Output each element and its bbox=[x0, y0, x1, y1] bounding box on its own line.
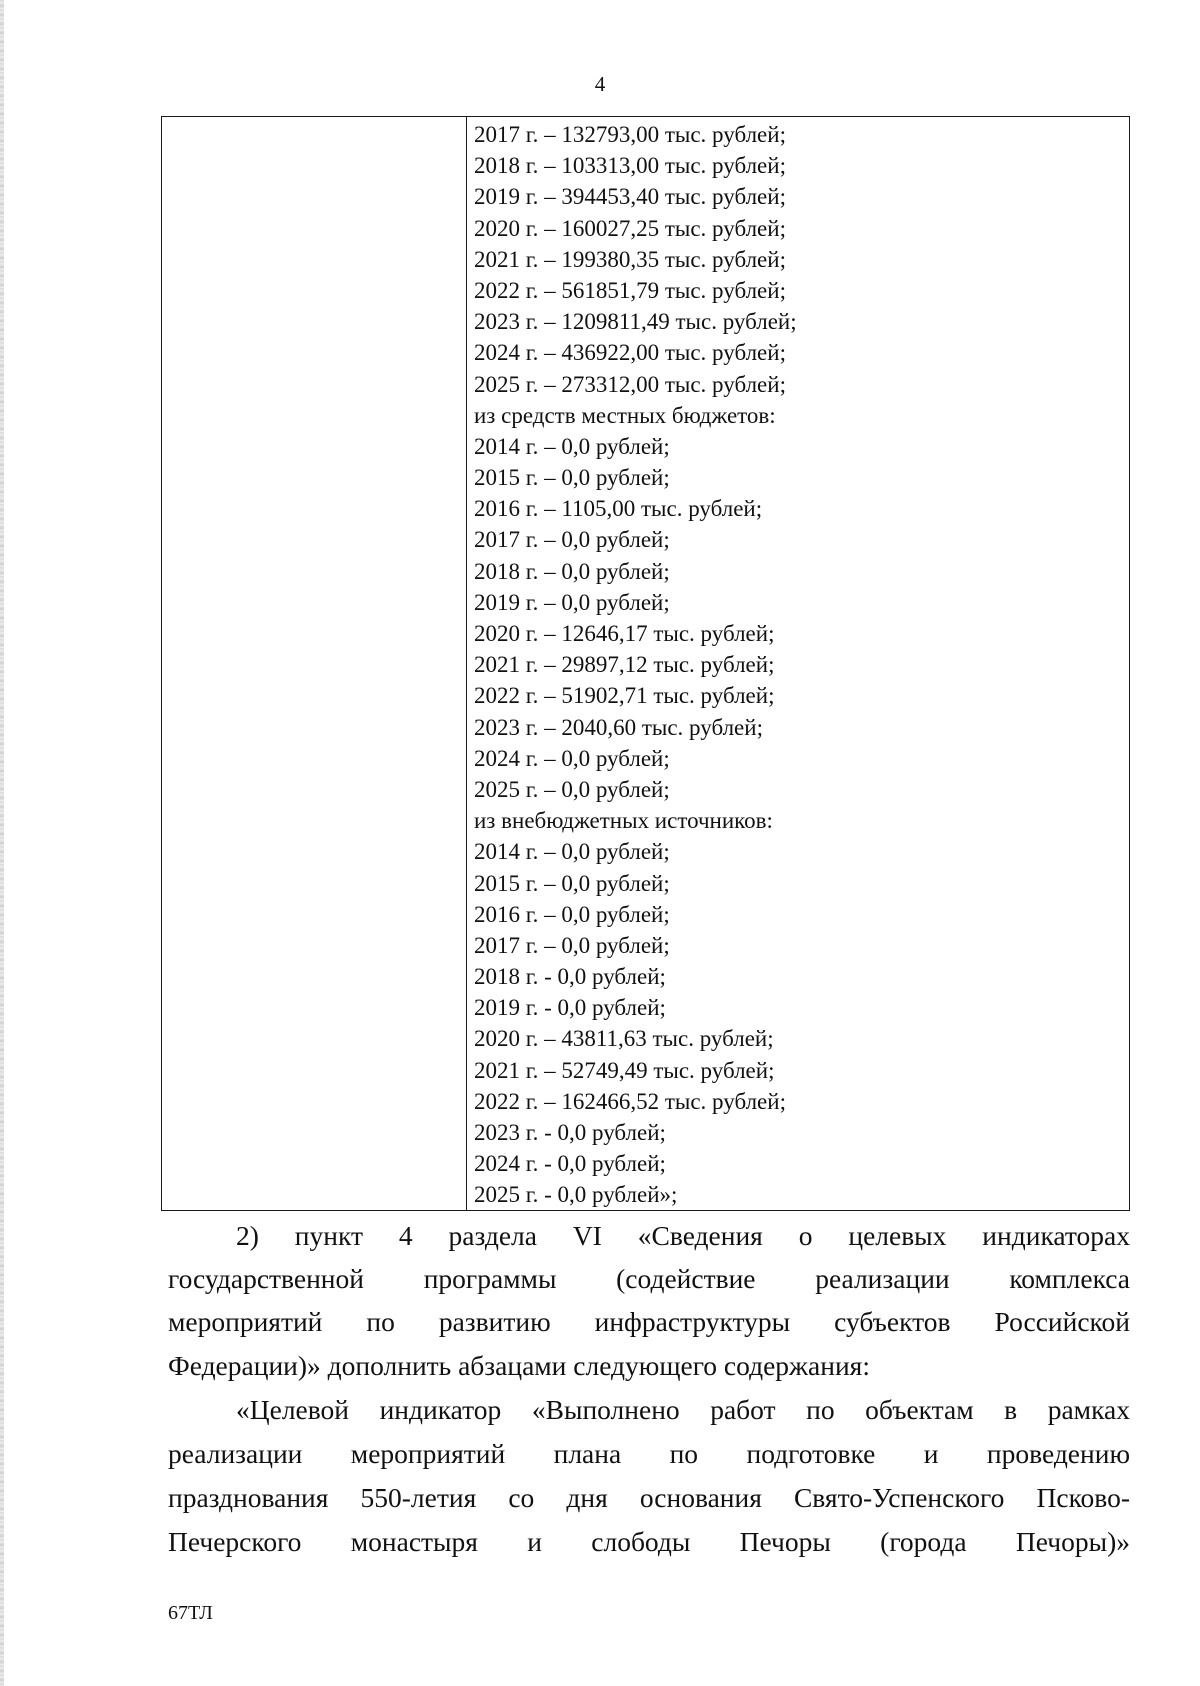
table-line: 2023 г. - 0,0 рублей; bbox=[474, 1120, 666, 1145]
page-number: 4 bbox=[594, 72, 606, 96]
table-line: 2016 г. – 0,0 рублей; bbox=[474, 901, 670, 927]
table-line: 2018 г. - 0,0 рублей; bbox=[474, 964, 666, 990]
table-line: 2015 г. – 0,0 рублей; bbox=[474, 870, 670, 896]
table-right-cell bbox=[474, 119, 1124, 1211]
paragraph-line: празднования 550-летия со дня основания Свято-Успенского Псково- bbox=[168, 1482, 1130, 1513]
paragraph-line: 2) пункт 4 раздела VI «Сведения о целевых индикаторах bbox=[236, 1220, 1130, 1251]
table-line: 2020 г. – 160027,25 тыс. рублей; bbox=[474, 215, 786, 241]
funding-table bbox=[161, 116, 1130, 1211]
table-line: 2022 г. – 561851,79 тыс. рублей; bbox=[474, 277, 786, 303]
table-line: 2016 г. – 1105,00 тыс. рублей; bbox=[474, 496, 763, 522]
table-line: 2018 г. – 0,0 рублей; bbox=[474, 558, 670, 584]
table-section-heading: из средств местных бюджетов: bbox=[474, 402, 776, 428]
table-line: 2023 г. – 2040,60 тыс. рублей; bbox=[474, 714, 763, 740]
table-line: 2015 г. – 0,0 рублей; bbox=[474, 465, 670, 491]
table-line: 2021 г. – 199380,35 тыс. рублей; bbox=[474, 246, 786, 272]
table-line: 2019 г. – 0,0 рублей; bbox=[474, 589, 670, 615]
table-line: 2025 г. – 273312,00 тыс. рублей; bbox=[474, 371, 786, 397]
table-line: 2017 г. – 0,0 рублей; bbox=[474, 932, 670, 958]
table-line: 2019 г. - 0,0 рублей; bbox=[474, 995, 666, 1021]
table-line: 2022 г. – 162466,52 тыс. рублей; bbox=[474, 1088, 786, 1114]
table-line: 2021 г. – 52749,49 тыс. рублей; bbox=[474, 1057, 775, 1083]
table-line: 2020 г. – 43811,63 тыс. рублей; bbox=[474, 1026, 774, 1052]
table-line: 2024 г. - 0,0 рублей; bbox=[474, 1151, 666, 1177]
table-line: 2020 г. – 12646,17 тыс. рублей; bbox=[474, 621, 775, 646]
table-line: 2017 г. – 0,0 рублей; bbox=[474, 527, 670, 553]
scan-edge bbox=[0, 0, 4, 1686]
table-line: 2019 г. – 394453,40 тыс. рублей; bbox=[474, 184, 786, 210]
paragraph-line: Федерации)» дополнить абзацами следующего содержания: bbox=[168, 1350, 870, 1381]
paragraph-line: реализации мероприятий плана по подготовке и проведению bbox=[168, 1438, 1130, 1469]
table-line: 2014 г. – 0,0 рублей; bbox=[474, 839, 670, 865]
table-left-cell bbox=[162, 117, 466, 1210]
table-line: 2022 г. – 51902,71 тыс. рублей; bbox=[474, 683, 775, 709]
table-line: 2025 г. – 0,0 рублей; bbox=[474, 776, 670, 802]
paragraph-line: мероприятий по развитию инфраструктуры субъектов Российской bbox=[168, 1306, 1130, 1337]
table-line: 2024 г. – 436922,00 тыс. рублей; bbox=[474, 340, 786, 366]
paragraph-line: «Целевой индикатор «Выполнено работ по объектам в рамках bbox=[236, 1394, 1130, 1425]
table-section-heading: из внебюджетных источников: bbox=[474, 808, 773, 834]
table-line: 2023 г. – 1209811,49 тыс. рублей; bbox=[474, 309, 797, 335]
footer-document-code: 67ТЛ bbox=[168, 1602, 213, 1624]
table-line: 2021 г. – 29897,12 тыс. рублей; bbox=[474, 652, 775, 678]
table-line: 2018 г. – 103313,00 тыс. рублей; bbox=[474, 153, 786, 179]
table-line: 2024 г. – 0,0 рублей; bbox=[474, 745, 670, 771]
table-line: 2014 г. – 0,0 рублей; bbox=[474, 433, 670, 459]
paragraph-line: Печерского монастыря и слободы Печоры (города Печоры)» bbox=[168, 1526, 1130, 1557]
paragraph-line: государственной программы (содействие реализации комплекса bbox=[168, 1263, 1130, 1294]
table-line: 2017 г. – 132793,00 тыс. рублей; bbox=[474, 122, 786, 147]
table-line: 2025 г. - 0,0 рублей»; bbox=[474, 1182, 678, 1208]
table-column-divider bbox=[466, 117, 467, 1210]
